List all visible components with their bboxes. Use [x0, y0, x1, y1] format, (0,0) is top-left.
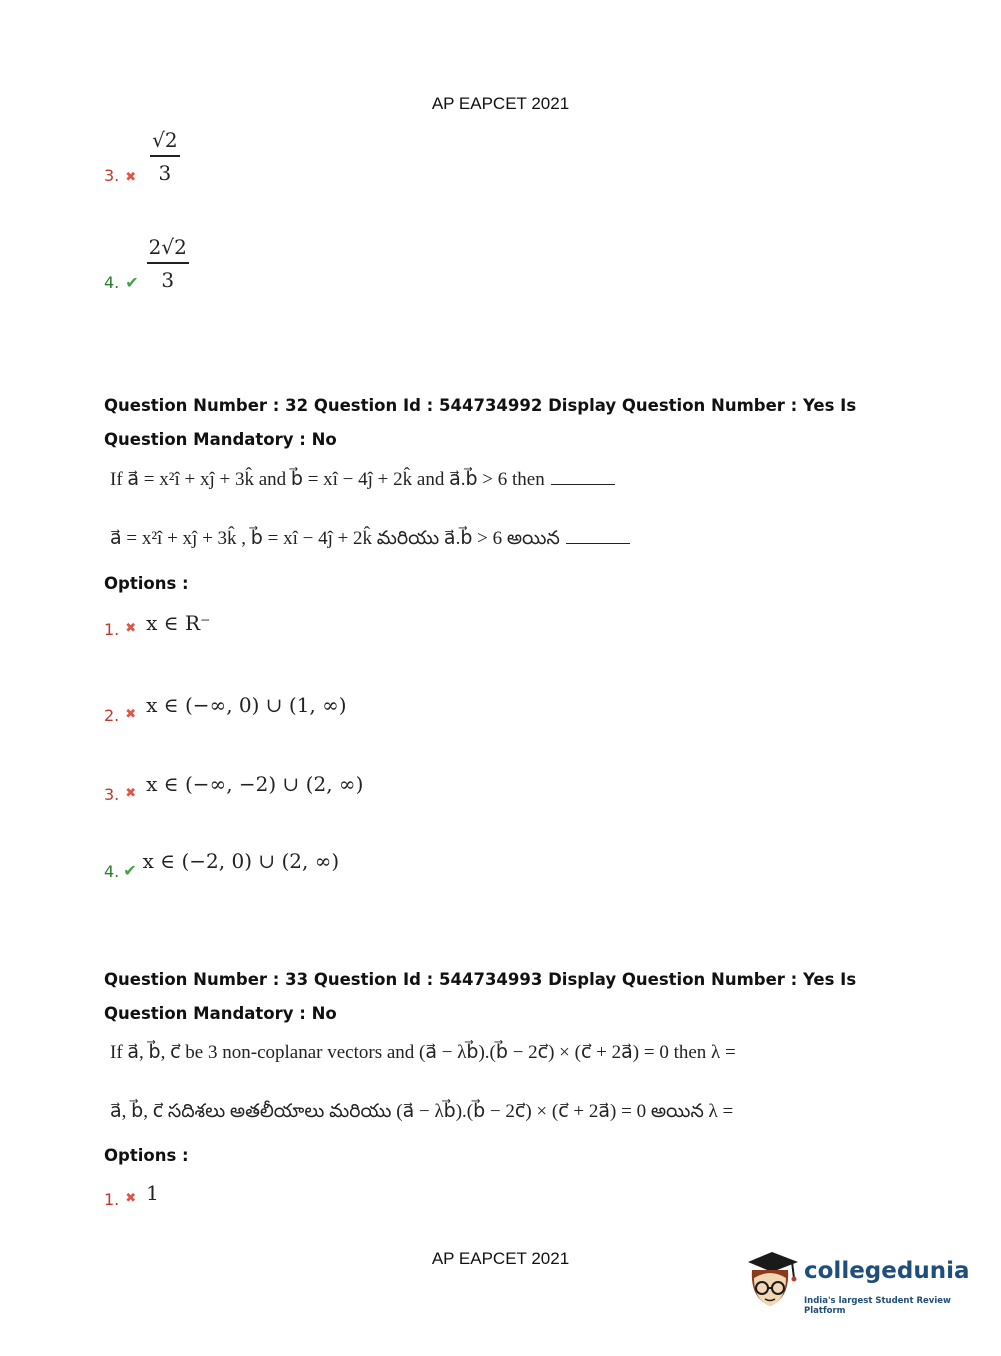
question-32-text-te: [110, 527, 630, 554]
fraction: [147, 235, 189, 292]
q32-option-4: [104, 840, 339, 881]
answer-blank: [551, 484, 615, 485]
fraction: [150, 128, 179, 185]
check-icon: ✔: [125, 273, 139, 292]
question-33-header: Question Number : 33 Question Id : 544734993 Display Question Number : Yes Is Question Mandatory : No: [104, 970, 857, 1023]
cross-icon: ✖: [125, 170, 137, 185]
fraction-numerator: √2: [150, 128, 179, 157]
question-32-header: Question Number : 32 Question Id : 544734992 Display Question Number : Yes Is Question Mandatory : No: [104, 396, 857, 449]
q33-option-1: [104, 1176, 159, 1209]
fraction-numerator: 2√2: [147, 235, 189, 264]
option-number: 1.: [104, 1190, 120, 1209]
option-text: x ∈ (−∞, 0) ∪ (1, ∞): [146, 692, 347, 717]
q32-option-3: [104, 763, 363, 804]
option-number: 2.: [104, 706, 120, 725]
cross-icon: ✖: [125, 1191, 137, 1206]
prev-option-3: [104, 128, 180, 185]
option-text: 1: [146, 1180, 159, 1205]
cross-icon: ✖: [125, 786, 137, 801]
options-label: Options :: [104, 1146, 189, 1165]
option-number: 1.: [104, 620, 120, 639]
option-number: 4.: [104, 273, 120, 292]
page-footer: AP EAPCET 2021: [431, 1249, 570, 1268]
logo-wordmark: collegedunia: [804, 1258, 970, 1284]
logo-tagline: India's largest Student Review Platform: [804, 1296, 951, 1316]
page-header: AP EAPCET 2021: [431, 94, 570, 113]
question-text: a⃗ = x²î + xĵ + 3k̂ , b⃗ = xî − 4ĵ + 2k̂ మరియు a⃗.b⃗ > 6 అయిన: [110, 528, 560, 549]
answer-blank: [566, 543, 630, 544]
cross-icon: ✖: [125, 707, 137, 722]
mascot-icon: [742, 1248, 802, 1318]
fraction-denominator: 3: [161, 268, 175, 292]
q32-option-1: [104, 606, 211, 639]
option-number: 3.: [104, 166, 120, 185]
check-icon: ✔: [123, 861, 137, 880]
option-number: 4.: [104, 862, 120, 881]
option-text: x ∈ R⁻: [146, 610, 211, 635]
fraction-denominator: 3: [158, 161, 172, 185]
cross-icon: ✖: [125, 621, 137, 636]
question-text: If a⃗ = x²î + xĵ + 3k̂ and b⃗ = xî − 4ĵ + 2k̂ and a⃗.b⃗ > 6 then: [110, 469, 545, 490]
q32-option-2: [104, 684, 347, 725]
question-33-text-te: a⃗, b⃗, c⃗ సదిశలు అతలీయాలు మరియు (a⃗ − λb⃗).(b⃗ − 2c⃗) × (c⃗ + 2a⃗) = 0 అయిన λ =: [110, 1101, 734, 1122]
collegedunia-logo: [742, 1248, 972, 1318]
question-33-text-en: If a⃗, b⃗, c⃗ be 3 non-coplanar vectors and (a⃗ − λb⃗).(b⃗ − 2c⃗) × (c⃗ + 2a⃗) = 0 then λ =: [110, 1042, 736, 1063]
prev-option-4: [104, 235, 189, 292]
option-text: x ∈ (−2, 0) ∪ (2, ∞): [142, 848, 340, 873]
option-number: 3.: [104, 785, 120, 804]
question-32-text-en: [110, 468, 615, 491]
option-text: x ∈ (−∞, −2) ∪ (2, ∞): [146, 771, 364, 796]
options-label: Options :: [104, 574, 189, 593]
